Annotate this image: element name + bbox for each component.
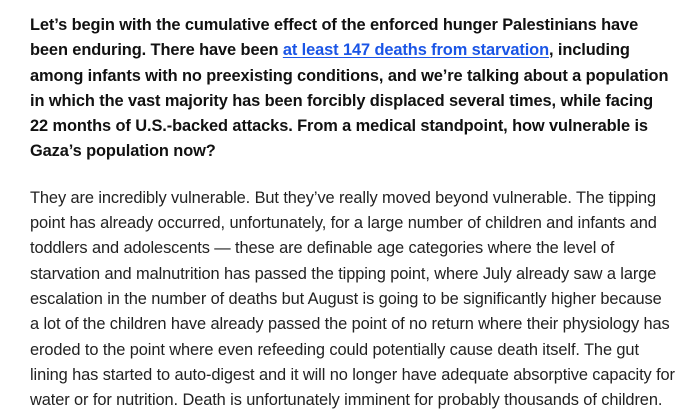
article-body bbox=[30, 13, 675, 413]
interview-question bbox=[30, 13, 675, 165]
interview-answer: They are incredibly vulnerable. But they’ve really moved beyond vulnerable. The tipping point has already occurred, unfortunately, for a large number of children and infants and toddlers and adolescents — these are definable age categories where the level of starvation and malnutrition has passed the tipping point, where July already saw a large escalation in the number of deaths but August is going to be significantly higher because a lot of the children have already passed the point of no return where their physiology has eroded to the point where even refeeding could potentially cause death itself. The gut lining has started to auto-digest and it will no longer have adequate absorptive capacity for water or for nutrition. Death is unfortunately imminent for probably thousands of children. bbox=[30, 188, 675, 410]
question-text-after-link: , including among infants with no preexisting conditions, and we’re talking about a population in which the vast majority has been forcibly displaced several times, while facing 22 months of U.S.-backed attacks. From a medical standpoint, how vulnerable is Gaza’s population now? bbox=[30, 41, 669, 161]
question-text-before-link: Let’s begin with the cumulative effect of the enforced hunger Palestinians have been enduring. There have been bbox=[30, 16, 639, 60]
starvation-deaths-link[interactable]: at least 147 deaths from starvation bbox=[282, 41, 549, 60]
